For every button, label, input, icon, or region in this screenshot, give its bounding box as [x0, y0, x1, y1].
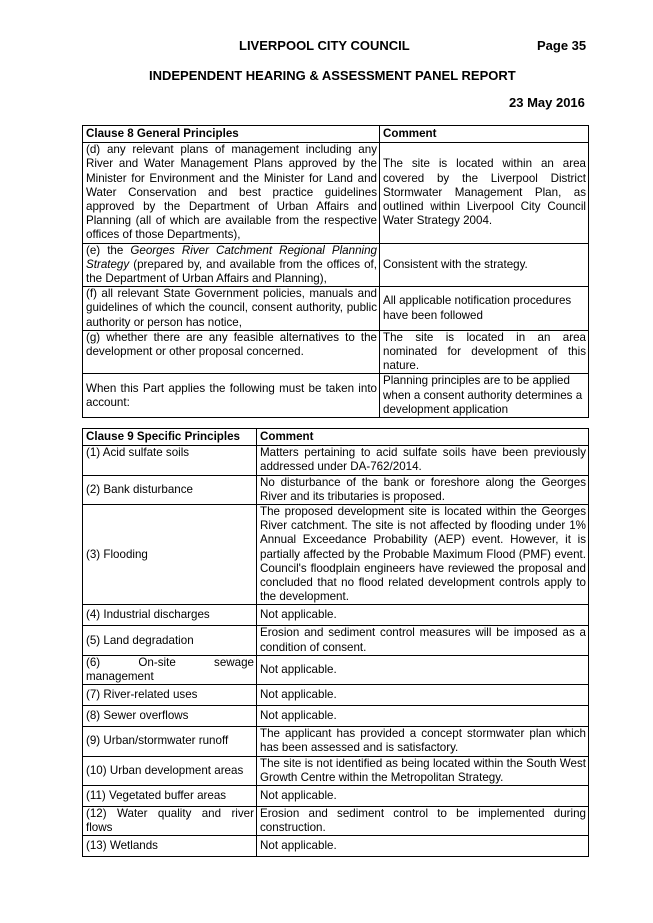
comment-cell: Erosion and sediment control to be implemented during construction. — [257, 807, 589, 836]
table-row — [83, 786, 589, 807]
table-row — [83, 505, 589, 605]
table-row — [83, 706, 589, 727]
principle-text: (prepared by, and available from the offices of, the Department of Urban Affairs and Planning), — [86, 257, 377, 286]
table-row — [83, 756, 589, 785]
comment-cell: The proposed development site is located within the Georges River catchment. The site is not affected by flooding under 1% Annual Exceedance Probability (AEP) event. However, it is partially affected by the Probable Maximum Flood (PMF) event. Council's floodplain engineers have reviewed the proposal and concluded that no flood related development controls apply to the development. — [257, 505, 589, 605]
principle-cell: (d) any relevant plans of management including any River and Water Management Plans approved by the Minister for Environment and the Minister for Land and Water Conservation and best practice guidelines approved by the Department of Urban Affairs and Planning (all of which are available from the respective offices of those Departments), — [83, 143, 380, 243]
comment-cell: Not applicable. — [257, 655, 589, 684]
column-header-comment: Comment — [380, 126, 589, 143]
table-row — [83, 626, 589, 655]
table-row — [83, 727, 589, 756]
column-header-principle: Clause 8 General Principles — [83, 126, 380, 143]
column-header-comment: Comment — [257, 429, 589, 446]
principle-cell: When this Part applies the following must be taken into account: — [83, 374, 380, 418]
principle-cell: (6) On-site sewage management — [83, 655, 257, 684]
principle-cell: (7) River-related uses — [83, 685, 257, 706]
comment-cell: The site is located in an area nominated for development of this nature. — [380, 330, 589, 374]
table-row — [83, 374, 589, 418]
principle-cell: (1) Acid sulfate soils — [83, 446, 257, 475]
principle-cell — [83, 243, 380, 287]
table-row — [83, 685, 589, 706]
report-title: INDEPENDENT HEARING & ASSESSMENT PANEL REPORT — [149, 68, 516, 83]
principle-cell: (13) Wetlands — [83, 836, 257, 857]
table-row — [83, 475, 589, 504]
comment-cell: No disturbance of the bank or foreshore along the Georges River and its tributaries is proposed. — [257, 475, 589, 504]
table-row — [83, 605, 589, 626]
principle-cell: (9) Urban/stormwater runoff — [83, 727, 257, 756]
comment-cell: The applicant has provided a concept stormwater plan which has been assessed and is satisfactory. — [257, 727, 589, 756]
comment-cell: Not applicable. — [257, 836, 589, 857]
comment-cell: The site is not identified as being located within the South West Growth Centre within the Metropolitan Strategy. — [257, 756, 589, 785]
principle-cell: (f) all relevant State Government policies, manuals and guidelines of which the council, consent authority, public authority or person has notice, — [83, 287, 380, 331]
comment-cell: Not applicable. — [257, 685, 589, 706]
strategy-title: Georges River Catchment Regional Planning Strategy — [86, 243, 378, 271]
principle-cell: (4) Industrial discharges — [83, 605, 257, 626]
comment-cell: Consistent with the strategy. — [380, 243, 589, 287]
council-name: LIVERPOOL CITY COUNCIL — [239, 38, 410, 53]
principle-cell: (5) Land degradation — [83, 626, 257, 655]
principle-text: (e) the — [86, 243, 131, 257]
table-row — [83, 655, 589, 684]
principle-cell: (g) whether there are any feasible alternatives to the development or other proposal concerned. — [83, 330, 380, 374]
table-row — [83, 836, 589, 857]
table-header-row — [83, 429, 589, 446]
table-header-row — [83, 126, 589, 143]
page-number: Page 35 — [537, 38, 587, 53]
principle-cell: (3) Flooding — [83, 505, 257, 605]
comment-cell: Erosion and sediment control measures will be imposed as a condition of consent. — [257, 626, 589, 655]
principle-cell: (12) Water quality and river flows — [83, 807, 257, 836]
principle-cell: (2) Bank disturbance — [83, 475, 257, 504]
table-row — [83, 287, 589, 331]
comment-cell: Not applicable. — [257, 605, 589, 626]
table-row — [83, 243, 589, 287]
clause9-table — [82, 428, 589, 857]
comment-cell: All applicable notification procedures have been followed — [380, 287, 589, 331]
principle-cell: (10) Urban development areas — [83, 756, 257, 785]
comment-cell: Planning principles are to be applied when a consent authority determines a development application — [380, 374, 589, 418]
comment-cell: Matters pertaining to acid sulfate soils have been previously addressed under DA-762/2014. — [257, 446, 589, 475]
column-header-principle: Clause 9 Specific Principles — [83, 429, 257, 446]
comment-cell: The site is located within an area covered by the Liverpool District Stormwater Management Plan, as outlined within Liverpool City Council Water Strategy 2004. — [380, 143, 589, 243]
table-row — [83, 446, 589, 475]
table-row — [83, 330, 589, 374]
comment-cell: Not applicable. — [257, 786, 589, 807]
principle-cell: (8) Sewer overflows — [83, 706, 257, 727]
clause8-table — [82, 125, 589, 418]
table-row — [83, 807, 589, 836]
comment-cell: Not applicable. — [257, 706, 589, 727]
principle-cell: (11) Vegetated buffer areas — [83, 786, 257, 807]
report-date: 23 May 2016 — [509, 95, 585, 110]
table-row — [83, 143, 589, 243]
